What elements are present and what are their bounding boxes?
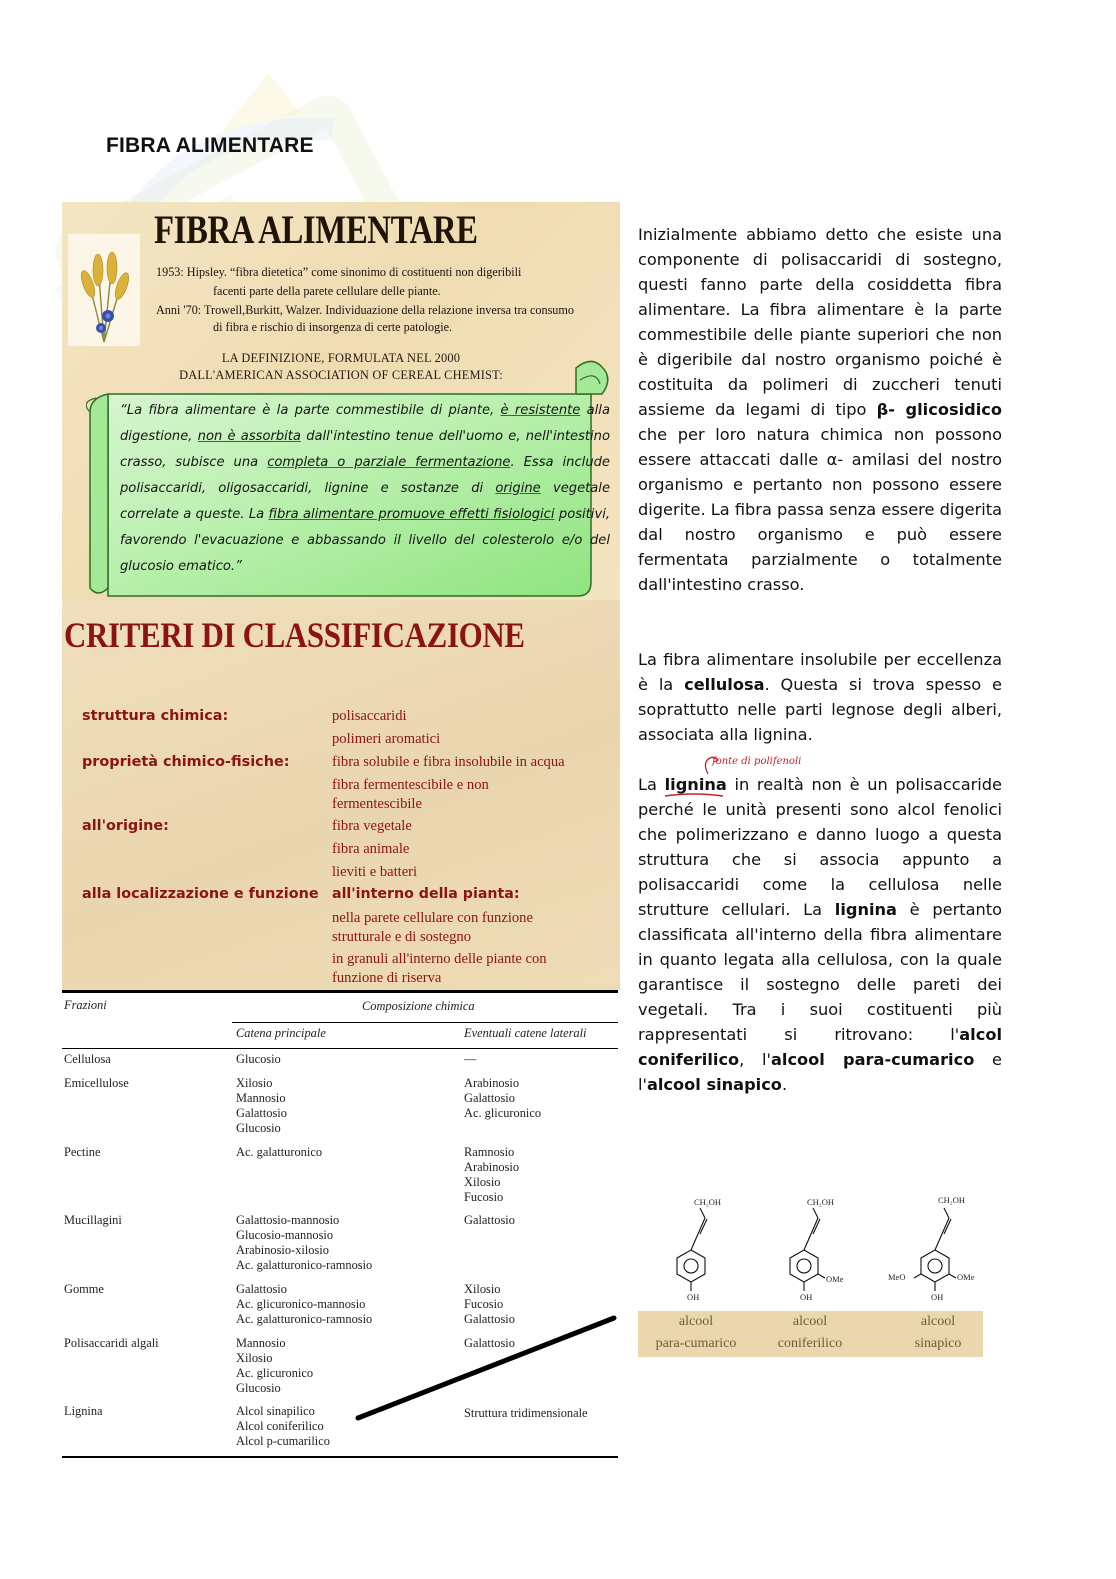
quote-text: dall'intestino tenue dell'uomo e, nell'intestino crasso, subisce una: [120, 429, 610, 470]
column-header: Frazioni: [64, 998, 107, 1012]
table-cell-fraction: Gomme: [64, 1282, 104, 1296]
table-cell-fraction: Polisaccaridi algali: [64, 1336, 159, 1350]
quote-underlined: non è assorbita: [197, 429, 301, 444]
oh-label: OH: [687, 1292, 700, 1302]
table-cell-side: —: [464, 1052, 477, 1066]
table-cell-main: Glucosio: [236, 1121, 281, 1135]
handwritten-note: fonte di polifenoli: [712, 756, 802, 767]
lignin-monomer-structures: [638, 1188, 983, 1360]
table-cell-side: Struttura tridimensionale: [464, 1406, 588, 1420]
history-line: Anni '70: Trowell,Burkitt, Walzer. Individuazione della relazione inversa tra consumo: [156, 303, 574, 317]
classification-slide: [62, 600, 620, 990]
paragraph-text: e l': [638, 1050, 1002, 1094]
criterion-value: polimeri aromatici: [332, 731, 441, 747]
bold-term: alcool sinapico: [646, 1075, 782, 1094]
column-header: Composizione chimica: [362, 999, 475, 1013]
ch2oh-label: CH₂OH: [938, 1195, 966, 1205]
paragraph-text: che per loro natura chimica non possono essere attaccati dalle α- amilasi del nostro organismo e pertanto non possono essere digerite. La fibra passa senza essere digerita dal nostro organismo e può essere fermentata parzialmente o totalmente dall'intestino crasso.: [638, 425, 1002, 594]
ome-label: OMe: [957, 1272, 975, 1282]
quote-text: positivi, favorendo l'evacuazione e abbassando il livello del colesterolo e/o del glucosio ematico.”: [120, 507, 610, 574]
criterion-value: in granuli all'interno delle piante con: [332, 951, 547, 967]
table-cell-main: Ac. glicuronico-mannosio: [236, 1297, 366, 1311]
table-cell-main: Galattosio-mannosio: [236, 1213, 340, 1227]
paragraph-text: La fibra alimentare insolubile per eccellenza è la: [638, 650, 1002, 694]
alcohol-name-line: alcool: [678, 1314, 714, 1329]
paragraph-text: è pertanto classificata all'interno della fibra alimentare in quanto legata alla cellulosa, con la quale garantisce il sostegno delle pareti dei vegetali. Tra i suoi costituenti più rappresentati si ritrovano: l': [638, 900, 1002, 1044]
alcohol-name-line: alcool: [920, 1314, 956, 1329]
criterion-value: fibra vegetale: [332, 818, 412, 834]
criterion-value: fibra solubile e fibra insolubile in acqua: [332, 754, 565, 770]
table-cell-main: Xilosio: [236, 1351, 273, 1365]
bold-term: lignina: [664, 775, 727, 794]
criterion-label: struttura chimica:: [82, 708, 229, 724]
alcohol-name-line: coniferilico: [777, 1336, 843, 1351]
oh-label: OH: [931, 1292, 944, 1302]
table-cell-fraction: Emicellulose: [64, 1076, 129, 1090]
table-cell-fraction: Lignina: [64, 1404, 103, 1418]
criterion-value: fermentescibile: [332, 796, 422, 812]
paragraph-text: in realtà non è un polisaccaride perché le unità presenti sono alcol fenolici che polimerizzano e danno luogo a questa struttura che si associa appunto a polisaccaridi come la cellulosa nelle strutture cellulari. La: [638, 775, 1003, 919]
definition-quote: [120, 398, 610, 580]
alcohol-name-line: para-cumarico: [655, 1336, 737, 1351]
table-cell-side: Fucosio: [464, 1190, 504, 1204]
quote-underlined: è resistente: [500, 403, 581, 418]
history-text: di fibra e rischio di insorgenza di certe patologie.: [213, 320, 453, 334]
paragraph-text: .: [781, 1075, 788, 1094]
table-cell-main: Ac. glicuronico: [236, 1366, 314, 1380]
table-cell-side: Xilosio: [464, 1282, 501, 1296]
table-cell-main: Alcol p-cumarilico: [236, 1434, 330, 1448]
alcohol-name: [638, 1311, 754, 1355]
quote-underlined: origine: [495, 481, 541, 496]
ch2oh-label: CH₂OH: [807, 1197, 835, 1207]
history-line: [156, 320, 452, 335]
paragraph-text: Inizialmente abbiamo detto che esiste una componente di polisaccaridi di sostegno, questi fanno parte della cosiddetta fibra alimentare. La fibra alimentare è la parte commestibile delle piante superiori che non è digeribile dal nostro organismo poiché è costituita da polimeri di zuccheri tenuti assieme da legami di tipo: [638, 225, 1002, 419]
ome-label: OMe: [826, 1274, 844, 1284]
alcohol-name-line: alcool: [792, 1314, 828, 1329]
criterion-value: lieviti e batteri: [332, 864, 418, 880]
slide-title: CRITERI DI CLASSIFICAZIONE: [64, 615, 525, 655]
criterion-label: alla localizzazione e funzione: [82, 886, 319, 902]
paragraph: [638, 772, 1002, 1097]
criterion-label: proprietà chimico-fisiche:: [82, 754, 290, 770]
wheat-icon: [68, 234, 140, 346]
criterion-label: all'origine:: [82, 818, 169, 834]
table-rule: [62, 1456, 618, 1458]
criterion-value: nella parete cellulare con funzione: [332, 910, 533, 926]
table-cell-main: Glucosio-mannosio: [236, 1228, 334, 1242]
table-cell-main: Glucosio: [236, 1381, 281, 1395]
bold-term: alcol coniferilico: [638, 1025, 1002, 1069]
table-cell-side: Ramnosio: [464, 1145, 515, 1159]
paragraph: [638, 222, 1002, 597]
table-cell-fraction: Pectine: [64, 1145, 101, 1159]
quote-underlined: completa o parziale fermentazione: [267, 455, 511, 470]
table-cell-fraction: Mucillagini: [64, 1213, 122, 1227]
column-header: Catena principale: [236, 1026, 326, 1040]
table-cell-main: Mannosio: [236, 1091, 286, 1105]
table-cell-side: Arabinosio: [464, 1160, 520, 1174]
alcohol-name: [754, 1311, 866, 1355]
table-cell-side: Fucosio: [464, 1297, 504, 1311]
paragraph: [638, 647, 1002, 747]
table-cell-main: Ac. galatturonico-ramnosio: [236, 1312, 373, 1326]
paragraph-text: , l': [739, 1050, 771, 1069]
quote-text: vegetale correlate a queste. La: [120, 481, 610, 522]
definition-heading: DALL'AMERICAN ASSOCIATION OF CEREAL CHEMIST:: [179, 368, 503, 382]
criterion-value: fibra fermentescibile e non: [332, 777, 489, 793]
table-cell-main: Galattosio: [236, 1282, 287, 1296]
quote-text: . Essa include polisaccaridi, oligosaccaridi, lignine e sostanze di: [120, 455, 610, 496]
paragraph-text: . Questa si trova spesso e soprattutto nelle parti legnose degli alberi, associata alla lignina.: [638, 675, 1002, 744]
table-cell-side: Galattosio: [464, 1336, 515, 1350]
definition-slide: [62, 202, 620, 600]
meo-label: MeO: [888, 1272, 906, 1282]
table-cell-main: Glucosio: [236, 1052, 281, 1066]
paragraph-text: La: [638, 775, 665, 794]
table-cell-fraction: Cellulosa: [64, 1052, 111, 1066]
oh-label: OH: [800, 1292, 813, 1302]
bold-term: lignina: [834, 900, 897, 919]
table-cell-side: Ac. glicuronico: [464, 1106, 542, 1120]
table-cell-main: Xilosio: [236, 1076, 273, 1090]
ch2oh-label: CH₂OH: [694, 1197, 722, 1207]
table-cell-main: Arabinosio-xilosio: [236, 1243, 329, 1257]
criterion-value: funzione di riserva: [332, 970, 442, 986]
table-cell-main: Alcol coniferilico: [236, 1419, 324, 1433]
column-header: Eventuali catene laterali: [464, 1026, 587, 1040]
table-cell-side: Galattosio: [464, 1312, 515, 1326]
alcohol-names-strip: [638, 1311, 983, 1357]
table-cell-main: Mannosio: [236, 1336, 286, 1350]
table-cell-side: Galattosio: [464, 1213, 515, 1227]
diagonal-stroke: [352, 1312, 618, 1424]
bold-term: β- glicosidico: [876, 400, 1002, 419]
bold-term: alcool para-cumarico: [770, 1050, 975, 1069]
history-text: facenti parte della parete cellulare delle piante.: [213, 284, 441, 298]
history-line: [156, 284, 441, 299]
criterion-value: all'interno della pianta:: [332, 886, 520, 902]
criterion-value: polisaccaridi: [332, 708, 407, 724]
table-rule: [62, 1048, 618, 1049]
alcohol-name: [882, 1311, 994, 1355]
history-line: 1953: Hipsley. “fibra dietetica” come sinonimo di costituenti non digeribili: [156, 265, 522, 279]
alcohol-name-line: sinapico: [914, 1336, 962, 1351]
bold-term: cellulosa: [684, 675, 765, 694]
table-cell-main: Ac. galatturonico: [236, 1145, 323, 1159]
table-rule: [62, 990, 618, 993]
quote-text: alla digestione,: [120, 403, 610, 444]
quote-text: “La fibra alimentare è la parte commestibile di piante,: [120, 403, 501, 418]
table-cell-main: Galattosio: [236, 1106, 287, 1120]
table-cell-main: Alcol sinapilico: [236, 1404, 315, 1418]
table-cell-main: Ac. galatturonico-ramnosio: [236, 1258, 373, 1272]
table-cell-side: Xilosio: [464, 1175, 501, 1189]
quote-underlined: fibra alimentare promuove effetti fisiologici: [268, 507, 555, 522]
table-cell-side: Galattosio: [464, 1091, 515, 1105]
composition-table: [62, 990, 618, 1465]
table-cell-side: Arabinosio: [464, 1076, 520, 1090]
definition-heading: LA DEFINIZIONE, FORMULATA NEL 2000: [221, 351, 461, 365]
criterion-value: strutturale e di sostegno: [332, 929, 472, 945]
table-rule: [232, 1022, 618, 1023]
criterion-value: fibra animale: [332, 841, 410, 857]
page-title: FIBRA ALIMENTARE: [106, 134, 314, 157]
slide-title: FIBRA ALIMENTARE: [154, 207, 478, 252]
